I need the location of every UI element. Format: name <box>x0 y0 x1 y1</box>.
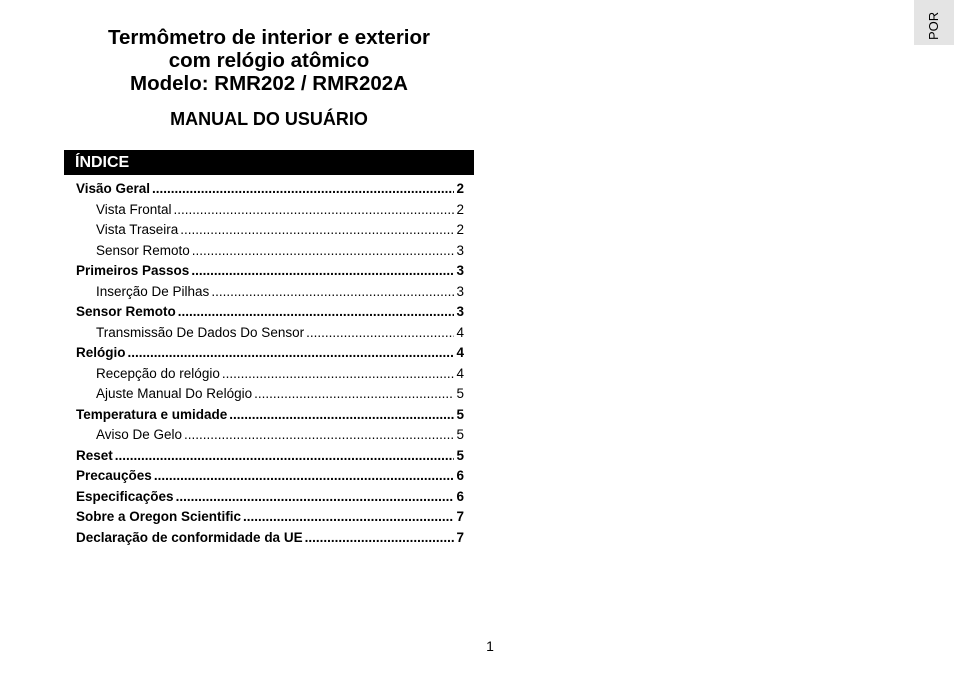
toc-entry[interactable] <box>76 446 464 467</box>
toc-entry[interactable] <box>76 200 464 221</box>
toc-dot-leader <box>254 384 454 405</box>
toc-entry-label: Declaração de conformidade da UE <box>76 529 303 545</box>
toc-entry-page: 5 <box>456 406 464 422</box>
toc-entry[interactable] <box>76 405 464 426</box>
toc-entry[interactable] <box>76 282 464 303</box>
toc-dot-leader <box>180 220 454 241</box>
toc-entry[interactable] <box>76 425 464 446</box>
toc-entry-page: 5 <box>456 427 464 442</box>
toc-entry[interactable] <box>76 507 464 528</box>
toc-dot-leader <box>176 487 455 508</box>
toc-entry[interactable] <box>76 261 464 282</box>
toc-entry-page: 5 <box>456 447 464 463</box>
toc-entry-page: 6 <box>456 468 464 483</box>
title-line-3: Modelo: RMR202 / RMR202A <box>130 72 408 95</box>
toc-entry-label: Sensor Remoto <box>76 304 176 319</box>
document-title <box>64 26 474 95</box>
toc-dot-leader <box>178 302 455 323</box>
title-line-2: com relógio atômico <box>168 49 370 72</box>
toc-entry-page: 7 <box>456 509 464 524</box>
toc-entry-label: Recepção do relógio <box>96 365 220 381</box>
toc-entry-label: Reset <box>76 447 113 463</box>
toc-dot-leader <box>192 241 455 262</box>
toc-dot-leader <box>243 507 454 528</box>
toc-entry-page: 6 <box>456 488 464 504</box>
toc-entry[interactable] <box>76 466 464 487</box>
toc-dot-leader <box>184 425 454 446</box>
page-number: 1 <box>486 638 494 654</box>
toc-entry-page: 2 <box>456 181 464 196</box>
document-subtitle: MANUAL DO USUÁRIO <box>170 109 368 129</box>
toc-dot-leader <box>174 200 455 221</box>
toc-entry-label: Especificações <box>76 488 174 504</box>
toc-dot-leader <box>152 179 454 200</box>
toc-entry[interactable] <box>76 343 464 364</box>
toc-entry-page: 3 <box>456 304 464 319</box>
language-tab-label: POR <box>926 11 941 40</box>
toc-entry-label: Ajuste Manual Do Relógio <box>96 386 253 401</box>
toc-entry-page: 4 <box>456 345 464 360</box>
toc-entry[interactable] <box>76 384 464 405</box>
toc-entry-page: 4 <box>456 324 464 340</box>
toc-dot-leader <box>229 405 454 426</box>
language-tab <box>914 0 954 45</box>
toc-entry-label: Sensor Remoto <box>96 242 190 258</box>
toc-entry[interactable] <box>76 179 464 200</box>
toc-entry-label: Visão Geral <box>76 181 151 196</box>
table-of-contents <box>76 179 464 548</box>
toc-entry-label: Vista Frontal <box>96 201 172 217</box>
toc-entry-page: 2 <box>456 201 464 217</box>
toc-dot-leader <box>154 466 455 487</box>
toc-entry-label: Inserção De Pilhas <box>96 283 210 299</box>
toc-entry[interactable] <box>76 220 464 241</box>
toc-dot-leader <box>191 261 454 282</box>
toc-entry-label: Sobre a Oregon Scientific <box>76 509 242 524</box>
toc-entry[interactable] <box>76 241 464 262</box>
toc-dot-leader <box>306 323 454 344</box>
toc-dot-leader <box>211 282 454 303</box>
toc-entry-page: 3 <box>456 263 464 278</box>
toc-entry-page: 2 <box>456 222 464 237</box>
toc-entry[interactable] <box>76 528 464 549</box>
toc-entry[interactable] <box>76 487 464 508</box>
toc-header: ÍNDICE <box>64 150 474 175</box>
title-line-1: Termômetro de interior e exterior <box>107 26 430 49</box>
toc-entry-label: Aviso De Gelo <box>96 427 183 442</box>
toc-entry-label: Transmissão De Dados Do Sensor <box>96 324 305 340</box>
toc-entry-label: Relógio <box>76 345 126 360</box>
toc-entry[interactable] <box>76 302 464 323</box>
toc-dot-leader <box>128 343 455 364</box>
toc-entry-page: 5 <box>456 386 464 401</box>
toc-entry-page: 3 <box>456 283 464 299</box>
toc-dot-leader <box>222 364 455 385</box>
toc-dot-leader <box>115 446 455 467</box>
toc-entry-label: Vista Traseira <box>96 222 179 237</box>
toc-entry-page: 7 <box>456 529 464 545</box>
toc-entry[interactable] <box>76 323 464 344</box>
toc-entry-label: Temperatura e umidade <box>76 406 228 422</box>
toc-dot-leader <box>305 528 455 549</box>
toc-entry-label: Precauções <box>76 468 152 483</box>
toc-entry-page: 4 <box>456 365 464 381</box>
toc-entry-page: 3 <box>456 242 464 258</box>
toc-entry[interactable] <box>76 364 464 385</box>
toc-entry-label: Primeiros Passos <box>76 263 190 278</box>
